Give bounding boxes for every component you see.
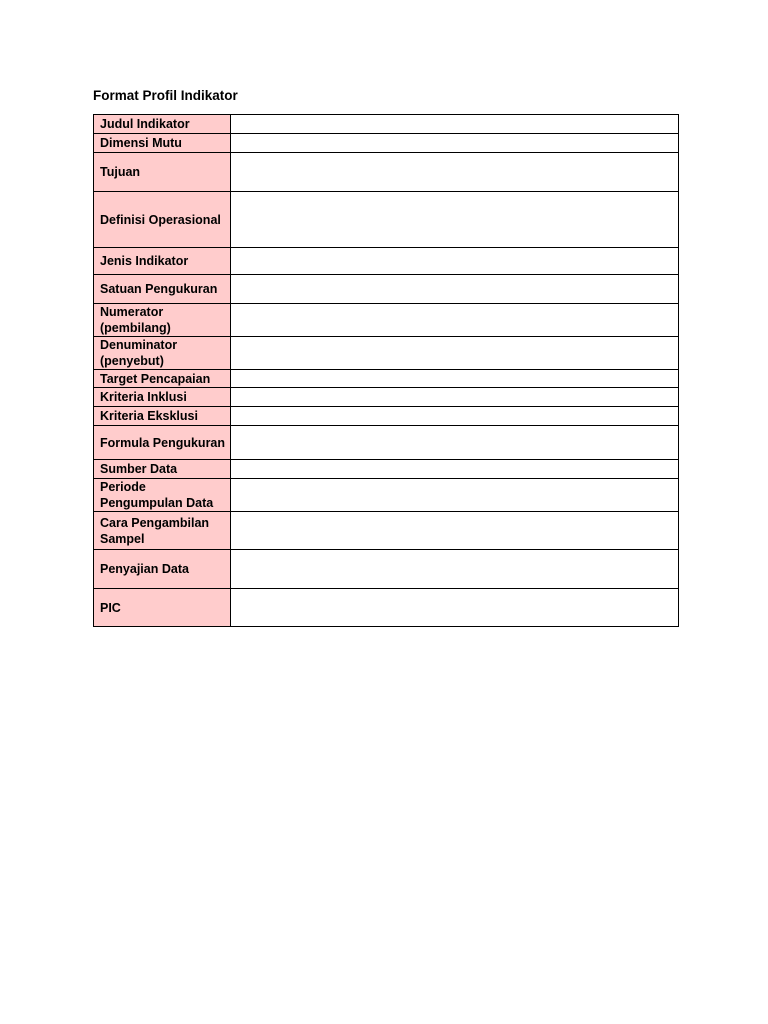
row-label: Jenis Indikator bbox=[94, 248, 231, 275]
table-row bbox=[94, 192, 679, 248]
row-value-cell[interactable] bbox=[231, 589, 679, 627]
row-label: Satuan Pengukuran bbox=[94, 275, 231, 304]
row-label: Formula Pengukuran bbox=[94, 426, 231, 460]
row-value-cell[interactable] bbox=[231, 153, 679, 192]
table-row bbox=[94, 337, 679, 370]
row-value-cell[interactable] bbox=[231, 248, 679, 275]
table-row bbox=[94, 248, 679, 275]
row-value-cell[interactable] bbox=[231, 426, 679, 460]
table-row bbox=[94, 512, 679, 550]
row-value-cell[interactable] bbox=[231, 388, 679, 407]
row-label: Kriteria Inklusi bbox=[94, 388, 231, 407]
table-row bbox=[94, 134, 679, 153]
row-value-cell[interactable] bbox=[231, 370, 679, 388]
document-title: Format Profil Indikator bbox=[93, 88, 238, 103]
row-label: Periode Pengumpulan Data bbox=[94, 479, 231, 512]
row-label: PIC bbox=[94, 589, 231, 627]
row-value-cell[interactable] bbox=[231, 304, 679, 337]
table-row bbox=[94, 550, 679, 589]
row-label: Penyajian Data bbox=[94, 550, 231, 589]
table-row bbox=[94, 426, 679, 460]
indicator-profile-table bbox=[93, 114, 679, 627]
table-row bbox=[94, 304, 679, 337]
table-row bbox=[94, 407, 679, 426]
row-label: Cara Pengambilan Sampel bbox=[94, 512, 231, 550]
row-value-cell[interactable] bbox=[231, 460, 679, 479]
row-label: Sumber Data bbox=[94, 460, 231, 479]
table-row bbox=[94, 479, 679, 512]
table-row bbox=[94, 388, 679, 407]
row-value-cell[interactable] bbox=[231, 407, 679, 426]
row-label: Definisi Operasional bbox=[94, 192, 231, 248]
row-label: Target Pencapaian bbox=[94, 370, 231, 388]
row-label: Dimensi Mutu bbox=[94, 134, 231, 153]
row-label: Numerator (pembilang) bbox=[94, 304, 231, 337]
row-label: Denuminator (penyebut) bbox=[94, 337, 231, 370]
table-row bbox=[94, 589, 679, 627]
row-label: Judul Indikator bbox=[94, 115, 231, 134]
row-value-cell[interactable] bbox=[231, 275, 679, 304]
row-value-cell[interactable] bbox=[231, 550, 679, 589]
table-row bbox=[94, 153, 679, 192]
row-value-cell[interactable] bbox=[231, 512, 679, 550]
row-value-cell[interactable] bbox=[231, 479, 679, 512]
table-row bbox=[94, 115, 679, 134]
row-value-cell[interactable] bbox=[231, 134, 679, 153]
row-label: Tujuan bbox=[94, 153, 231, 192]
table-row bbox=[94, 370, 679, 388]
row-value-cell[interactable] bbox=[231, 337, 679, 370]
table-row bbox=[94, 460, 679, 479]
row-value-cell[interactable] bbox=[231, 192, 679, 248]
table-row bbox=[94, 275, 679, 304]
row-value-cell[interactable] bbox=[231, 115, 679, 134]
row-label: Kriteria Eksklusi bbox=[94, 407, 231, 426]
